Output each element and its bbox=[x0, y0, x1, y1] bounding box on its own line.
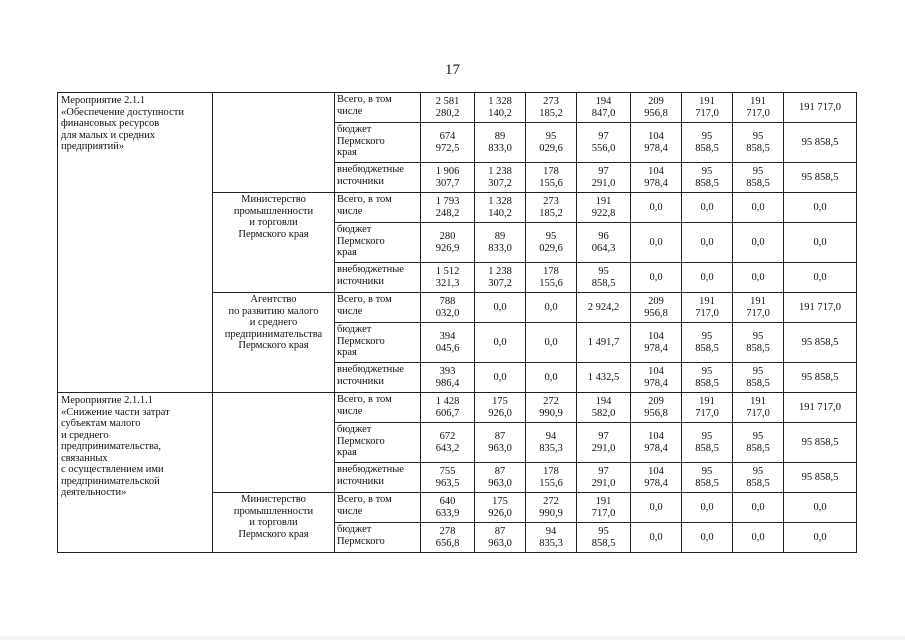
amount-cell: 191 717,0 bbox=[577, 493, 631, 523]
funding-source-cell: Всего, в том числе bbox=[335, 93, 421, 123]
amount-cell: 95 858,5 bbox=[733, 323, 784, 363]
amount-cell-last: 95 858,5 bbox=[784, 463, 857, 493]
amount-cell: 0,0 bbox=[733, 193, 784, 223]
amount-cell: 104 978,4 bbox=[631, 323, 682, 363]
amount-cell: 209 956,8 bbox=[631, 293, 682, 323]
amount-cell: 95 858,5 bbox=[682, 163, 733, 193]
amount-cell: 191 717,0 bbox=[682, 393, 733, 423]
amount-cell: 194 582,0 bbox=[577, 393, 631, 423]
amount-cell: 97 556,0 bbox=[577, 123, 631, 163]
event-name-cell: Мероприятие 2.1.1.1 «Снижение части затрат субъектам малого и среднего предпринимательства, связанных с осуществлением ими предпринимательской деятельности» bbox=[58, 393, 213, 553]
amount-cell: 1 238 307,2 bbox=[475, 263, 526, 293]
amount-cell: 0,0 bbox=[475, 323, 526, 363]
amount-cell: 209 956,8 bbox=[631, 393, 682, 423]
amount-cell: 89 833,0 bbox=[475, 223, 526, 263]
funding-source-cell: Всего, в том числе bbox=[335, 193, 421, 223]
amount-cell: 0,0 bbox=[631, 193, 682, 223]
amount-cell: 95 858,5 bbox=[733, 123, 784, 163]
amount-cell: 191 717,0 bbox=[682, 93, 733, 123]
amount-cell: 272 990,9 bbox=[526, 493, 577, 523]
amount-cell: 95 029,6 bbox=[526, 123, 577, 163]
amount-cell: 640 633,9 bbox=[421, 493, 475, 523]
amount-cell-last: 191 717,0 bbox=[784, 293, 857, 323]
amount-cell: 94 835,3 bbox=[526, 523, 577, 553]
amount-cell: 0,0 bbox=[733, 493, 784, 523]
amount-cell: 175 926,0 bbox=[475, 393, 526, 423]
amount-cell: 104 978,4 bbox=[631, 423, 682, 463]
amount-cell: 95 858,5 bbox=[682, 363, 733, 393]
amount-cell: 1 328 140,2 bbox=[475, 93, 526, 123]
funding-source-cell: бюджет Пермского края bbox=[335, 423, 421, 463]
amount-cell: 191 717,0 bbox=[733, 293, 784, 323]
amount-cell: 94 835,3 bbox=[526, 423, 577, 463]
amount-cell-last: 95 858,5 bbox=[784, 323, 857, 363]
amount-cell: 0,0 bbox=[526, 293, 577, 323]
amount-cell: 191 717,0 bbox=[682, 293, 733, 323]
amount-cell: 0,0 bbox=[682, 223, 733, 263]
funding-source-cell: бюджет Пермского края bbox=[335, 323, 421, 363]
budget-table bbox=[57, 92, 857, 553]
amount-cell-last: 95 858,5 bbox=[784, 423, 857, 463]
amount-cell: 672 643,2 bbox=[421, 423, 475, 463]
amount-cell: 1 428 606,7 bbox=[421, 393, 475, 423]
amount-cell: 97 291,0 bbox=[577, 463, 631, 493]
amount-cell: 87 963,0 bbox=[475, 423, 526, 463]
amount-cell: 1 512 321,3 bbox=[421, 263, 475, 293]
funding-source-cell: бюджет Пермского края bbox=[335, 223, 421, 263]
amount-cell: 97 291,0 bbox=[577, 163, 631, 193]
amount-cell: 1 793 248,2 bbox=[421, 193, 475, 223]
amount-cell-last: 95 858,5 bbox=[784, 123, 857, 163]
amount-cell: 1 906 307,7 bbox=[421, 163, 475, 193]
amount-cell: 95 029,6 bbox=[526, 223, 577, 263]
amount-cell: 0,0 bbox=[631, 523, 682, 553]
amount-cell: 95 858,5 bbox=[733, 163, 784, 193]
amount-cell: 95 858,5 bbox=[682, 123, 733, 163]
amount-cell: 95 858,5 bbox=[733, 363, 784, 393]
event-name-cell: Мероприятие 2.1.1 «Обеспечение доступности финансовых ресурсов для малых и средних предприятий» bbox=[58, 93, 213, 393]
amount-cell-last: 0,0 bbox=[784, 523, 857, 553]
amount-cell: 394 045,6 bbox=[421, 323, 475, 363]
amount-cell: 0,0 bbox=[526, 323, 577, 363]
amount-cell-last: 95 858,5 bbox=[784, 363, 857, 393]
amount-cell: 178 155,6 bbox=[526, 263, 577, 293]
amount-cell: 0,0 bbox=[631, 493, 682, 523]
executor-cell bbox=[213, 93, 335, 193]
amount-cell: 191 717,0 bbox=[733, 393, 784, 423]
funding-source-cell: Всего, в том числе bbox=[335, 293, 421, 323]
table-row bbox=[58, 393, 857, 423]
amount-cell: 273 185,2 bbox=[526, 93, 577, 123]
amount-cell: 104 978,4 bbox=[631, 363, 682, 393]
amount-cell: 393 986,4 bbox=[421, 363, 475, 393]
amount-cell: 788 032,0 bbox=[421, 293, 475, 323]
amount-cell-last: 0,0 bbox=[784, 493, 857, 523]
amount-cell-last: 191 717,0 bbox=[784, 93, 857, 123]
amount-cell: 0,0 bbox=[682, 523, 733, 553]
amount-cell: 273 185,2 bbox=[526, 193, 577, 223]
amount-cell: 0,0 bbox=[733, 523, 784, 553]
amount-cell: 87 963,0 bbox=[475, 463, 526, 493]
executor-cell: Министерство промышленности и торговли Пермского края bbox=[213, 493, 335, 553]
amount-cell: 96 064,3 bbox=[577, 223, 631, 263]
amount-cell: 95 858,5 bbox=[733, 423, 784, 463]
amount-cell: 755 963,5 bbox=[421, 463, 475, 493]
amount-cell-last: 0,0 bbox=[784, 223, 857, 263]
amount-cell: 95 858,5 bbox=[682, 323, 733, 363]
amount-cell: 97 291,0 bbox=[577, 423, 631, 463]
amount-cell: 0,0 bbox=[475, 363, 526, 393]
amount-cell: 89 833,0 bbox=[475, 123, 526, 163]
amount-cell: 95 858,5 bbox=[577, 523, 631, 553]
amount-cell: 95 858,5 bbox=[682, 423, 733, 463]
amount-cell: 175 926,0 bbox=[475, 493, 526, 523]
amount-cell-last: 0,0 bbox=[784, 263, 857, 293]
amount-cell: 87 963,0 bbox=[475, 523, 526, 553]
amount-cell: 2 924,2 bbox=[577, 293, 631, 323]
amount-cell: 280 926,9 bbox=[421, 223, 475, 263]
amount-cell: 0,0 bbox=[631, 223, 682, 263]
funding-source-cell: внебюджетные источники bbox=[335, 163, 421, 193]
funding-source-cell: внебюджетные источники bbox=[335, 463, 421, 493]
amount-cell-last: 191 717,0 bbox=[784, 393, 857, 423]
amount-cell: 95 858,5 bbox=[682, 463, 733, 493]
amount-cell: 0,0 bbox=[682, 493, 733, 523]
funding-source-cell: внебюджетные источники bbox=[335, 263, 421, 293]
amount-cell: 104 978,4 bbox=[631, 463, 682, 493]
amount-cell: 104 978,4 bbox=[631, 123, 682, 163]
amount-cell: 104 978,4 bbox=[631, 163, 682, 193]
amount-cell: 209 956,8 bbox=[631, 93, 682, 123]
amount-cell: 0,0 bbox=[526, 363, 577, 393]
funding-source-cell: Всего, в том числе bbox=[335, 493, 421, 523]
amount-cell: 0,0 bbox=[682, 193, 733, 223]
executor-cell bbox=[213, 393, 335, 493]
amount-cell: 191 922,8 bbox=[577, 193, 631, 223]
amount-cell: 272 990,9 bbox=[526, 393, 577, 423]
table-row bbox=[58, 93, 857, 123]
funding-source-cell: внебюджетные источники bbox=[335, 363, 421, 393]
executor-cell: Министерство промышленности и торговли Пермского края bbox=[213, 193, 335, 293]
funding-source-cell: бюджет Пермского bbox=[335, 523, 421, 553]
amount-cell: 278 656,8 bbox=[421, 523, 475, 553]
amount-cell: 674 972,5 bbox=[421, 123, 475, 163]
amount-cell-last: 95 858,5 bbox=[784, 163, 857, 193]
amount-cell: 191 717,0 bbox=[733, 93, 784, 123]
amount-cell: 194 847,0 bbox=[577, 93, 631, 123]
amount-cell: 95 858,5 bbox=[733, 463, 784, 493]
amount-cell: 0,0 bbox=[475, 293, 526, 323]
amount-cell: 0,0 bbox=[733, 263, 784, 293]
budget-table-body bbox=[58, 93, 857, 553]
page-number: 17 bbox=[445, 62, 460, 78]
funding-source-cell: Всего, в том числе bbox=[335, 393, 421, 423]
amount-cell: 2 581 280,2 bbox=[421, 93, 475, 123]
amount-cell: 95 858,5 bbox=[577, 263, 631, 293]
amount-cell: 0,0 bbox=[733, 223, 784, 263]
amount-cell: 0,0 bbox=[682, 263, 733, 293]
page-bottom-edge bbox=[0, 636, 905, 640]
amount-cell: 1 328 140,2 bbox=[475, 193, 526, 223]
funding-source-cell: бюджет Пермского края bbox=[335, 123, 421, 163]
executor-cell: Агентство по развитию малого и среднего предпринимательства Пермского края bbox=[213, 293, 335, 393]
amount-cell: 1 491,7 bbox=[577, 323, 631, 363]
amount-cell-last: 0,0 bbox=[784, 193, 857, 223]
amount-cell: 178 155,6 bbox=[526, 463, 577, 493]
amount-cell: 178 155,6 bbox=[526, 163, 577, 193]
amount-cell: 1 238 307,2 bbox=[475, 163, 526, 193]
amount-cell: 1 432,5 bbox=[577, 363, 631, 393]
amount-cell: 0,0 bbox=[631, 263, 682, 293]
